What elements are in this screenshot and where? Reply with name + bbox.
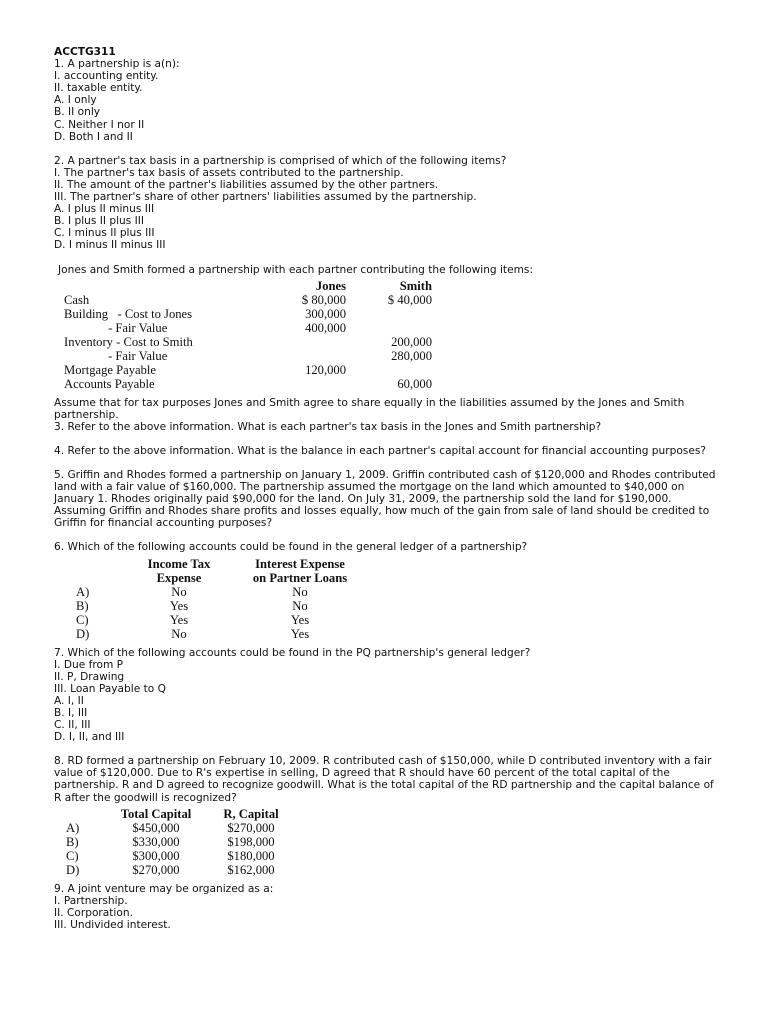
table-row (66, 821, 296, 835)
option-letter: D) (66, 862, 80, 877)
statement-iii: III. The partner's share of other partners' liabilities assumed by the partnership. (54, 191, 477, 204)
table-row (64, 307, 432, 321)
r-capital-value: $180,000 (227, 848, 275, 863)
income-tax-value: Yes (169, 598, 189, 613)
table-header-row (64, 279, 432, 293)
statement-ii: II. taxable entity. (54, 82, 143, 95)
table-row (64, 335, 432, 349)
question-7 (54, 647, 719, 744)
jones-value: 120,000 (305, 362, 346, 377)
option-d: D. Both I and II (54, 130, 133, 143)
question-5: 5. Griffin and Rhodes formed a partnership on January 1, 2009. Griffin contributed cash of $120,000 and Rhodes contributed land with a fair value of $160,000. The partnership assumed the mortgage on the land which amounted to $40,000 on January 1. Rhodes originally paid $90,000 for the land. On July 31, 2009, the partnership sold the land for $190,000. Assuming Griffin and Rhodes share profits and losses equally, how much of the gain from sale of land should be credited to Griffin for financial accounting purposes? (54, 468, 716, 530)
question-8: 8. RD formed a partnership on February 10, 2009. R contributed cash of $150,000, while D contributed inventory with a fair value of $120,000. Due to R's expertise in selling, D agreed that R should have 60 percent of the total capital of the partnership. R and D agreed to recognize goodwill. What is the total capital of the RD partnership and the capital balance of R after the goodwill is recognized? (54, 755, 714, 804)
jones-value: 300,000 (305, 306, 346, 321)
income-tax-value: No (171, 626, 187, 641)
r-capital-value: $162,000 (227, 862, 275, 877)
contributions-table (64, 279, 432, 391)
income-tax-value: Yes (169, 612, 189, 627)
option-c: C. II, III (54, 719, 91, 732)
option-letter: A) (66, 820, 80, 835)
smith-value: 280,000 (391, 348, 432, 363)
document-page (54, 46, 719, 931)
table-row (66, 863, 296, 877)
total-capital-value: $300,000 (132, 848, 180, 863)
table-row (64, 293, 432, 307)
column-header-r-capital: R, Capital (223, 806, 279, 821)
question-text: 2. A partner's tax basis in a partnership is comprised of which of the following items? (54, 154, 507, 167)
option-a: A. I plus II minus III (54, 203, 155, 216)
total-capital-value: $330,000 (132, 834, 180, 849)
column-header-smith: Smith (399, 278, 432, 293)
smith-value (346, 363, 432, 377)
interest-expense-value: Yes (290, 612, 310, 627)
table-row (64, 349, 432, 363)
statement-i: I. Due from P (54, 658, 124, 671)
option-letter: A) (76, 584, 90, 599)
column-header-on-partner-loans: on Partner Loans (252, 570, 348, 585)
question-6: 6. Which of the following accounts could be found in the general ledger of a partnership? (54, 541, 528, 554)
question-1 (54, 58, 719, 143)
statement-iii: III. Undivided interest. (54, 918, 171, 931)
r-capital-value: $198,000 (227, 834, 275, 849)
statement-ii: II. Corporation. (54, 906, 133, 919)
course-title: ACCTG311 (54, 46, 116, 58)
smith-value (346, 321, 432, 335)
table-row (66, 835, 296, 849)
row-label: Mortgage Payable (64, 362, 156, 377)
row-label: Accounts Payable (64, 376, 155, 391)
q8-answer-table (66, 807, 296, 877)
r-capital-value: $270,000 (227, 820, 275, 835)
table-row (64, 363, 432, 377)
smith-value: 200,000 (391, 334, 432, 349)
table-row (76, 627, 366, 641)
column-header-interest-expense: Interest Expense (255, 556, 345, 571)
row-label: Inventory - Cost to Smith (64, 334, 193, 349)
option-letter: C) (66, 848, 79, 863)
jones-value (270, 349, 346, 363)
option-b: B. I plus II plus III (54, 215, 145, 228)
option-a: A. I only (54, 94, 97, 107)
smith-value: 60,000 (397, 376, 432, 391)
row-label: Cash (64, 292, 90, 307)
option-letter: D) (76, 626, 90, 641)
table-header-row (76, 557, 366, 571)
column-header-jones: Jones (315, 278, 346, 293)
statement-ii: II. P, Drawing (54, 670, 125, 683)
interest-expense-value: Yes (290, 626, 310, 641)
smith-value: $ 40,000 (387, 292, 432, 307)
statement-i: I. Partnership. (54, 894, 128, 907)
assumption-text: Assume that for tax purposes Jones and Smith agree to share equally in the liabilities assumed by the Jones and Smith partnership. (54, 396, 685, 421)
option-letter: C) (76, 612, 89, 627)
table-row (76, 585, 366, 599)
question-9 (54, 883, 719, 931)
option-b: B. I, III (54, 707, 88, 719)
interest-expense-value: No (292, 584, 308, 599)
option-letter: B) (66, 834, 79, 849)
question-4: 4. Refer to the above information. What is the balance in each partner's capital account for financial accounting purposes? (54, 444, 706, 457)
jones-value: 400,000 (305, 320, 346, 335)
table-row (76, 599, 366, 613)
table-row (64, 321, 432, 335)
question-2 (54, 155, 719, 252)
statement-i: I. accounting entity. (54, 70, 159, 83)
jones-value (270, 335, 346, 349)
total-capital-value: $270,000 (132, 862, 180, 877)
income-tax-value: No (171, 584, 187, 599)
interest-expense-value: No (292, 598, 308, 613)
table-header-row (76, 571, 366, 585)
question-text: 1. A partnership is a(n): (54, 58, 180, 71)
statement-ii: II. The amount of the partner's liabilities assumed by the other partners. (54, 178, 439, 191)
statement-iii: III. Loan Payable to Q (54, 682, 166, 695)
table-row (64, 377, 432, 391)
table-header-row (66, 807, 296, 821)
row-label: - Fair Value (64, 348, 168, 363)
statement-i: I. The partner's tax basis of assets contributed to the partnership. (54, 166, 404, 179)
question-3: 3. Refer to the above information. What is each partner's tax basis in the Jones and Smith partnership? (54, 420, 602, 433)
column-header-total-capital: Total Capital (120, 806, 192, 821)
option-d: D. I, II, and III (54, 731, 125, 744)
row-label: Building - Cost to Jones (64, 306, 193, 321)
column-header-income-tax: Income Tax (147, 556, 211, 571)
column-header-expense: Expense (156, 570, 202, 585)
question-text: 7. Which of the following accounts could be found in the PQ partnership's general ledger? (54, 646, 531, 659)
option-b: B. II only (54, 106, 101, 119)
option-a: A. I, II (54, 694, 84, 707)
row-label: - Fair Value (64, 320, 168, 335)
jones-value: $ 80,000 (301, 292, 346, 307)
total-capital-value: $450,000 (132, 820, 180, 835)
jones-value (270, 377, 346, 391)
option-c: C. I minus II plus III (54, 227, 155, 240)
option-d: D. I minus II minus III (54, 239, 166, 252)
option-c: C. Neither I nor II (54, 118, 145, 131)
smith-value (346, 307, 432, 321)
option-letter: B) (76, 598, 89, 613)
question-text: 9. A joint venture may be organized as a: (54, 882, 274, 895)
table-row (76, 613, 366, 627)
scenario-intro: Jones and Smith formed a partnership with each partner contributing the following items: (58, 263, 534, 276)
table-row (66, 849, 296, 863)
q6-answer-table (76, 557, 366, 641)
